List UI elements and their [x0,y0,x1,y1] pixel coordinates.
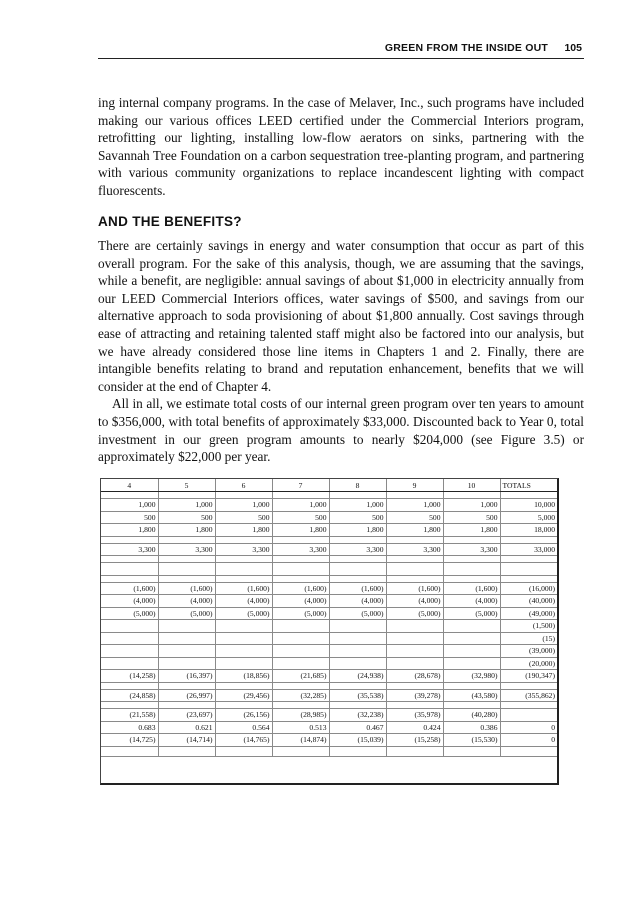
table-cell: 1,000 [329,499,386,512]
table-cell: (5,000) [272,607,329,620]
section-heading: AND THE BENEFITS? [98,214,242,229]
table-cell [158,682,215,689]
table-cell: (1,600) [215,582,272,595]
running-head [98,42,584,58]
table-cell [500,556,557,563]
table-row [101,543,557,556]
table-cell [101,620,158,633]
table-spacer-row [101,492,557,499]
table-cell [329,746,386,756]
table-row [101,620,557,633]
table-cell: (26,156) [215,709,272,722]
table-cell: 0 [500,721,557,734]
table-cell [158,575,215,582]
header-cell: 5 [158,479,215,492]
table-cell: 3,300 [329,543,386,556]
table-cell: 1,000 [215,499,272,512]
table-cell [215,657,272,670]
header-cell: 7 [272,479,329,492]
table-cell: 1,000 [272,499,329,512]
table-cell: (28,985) [272,709,329,722]
table-cell: 1,000 [386,499,443,512]
table-spacer-row [101,575,557,582]
table-cell [443,682,500,689]
table-cell [329,536,386,543]
table-cell: (190,347) [500,670,557,683]
table-cell: 0.621 [158,721,215,734]
table-body [101,479,557,756]
table-cell: (1,600) [443,582,500,595]
table-cell: (4,000) [386,595,443,608]
table-row [101,657,557,670]
table-cell [443,556,500,563]
table-cell [272,492,329,499]
header-cell: 8 [329,479,386,492]
table-cell [329,657,386,670]
table-cell [329,556,386,563]
paragraph-1-text: ing internal company programs. In the case of Melaver, Inc., such programs have included making our various offices LEED certified under the Commercial Interiors program, retrofitting our lighting, installing low-flow aerators on sinks, partnering with the Savannah Tree Foundation on a carbon sequestration tree-planting program, and partnering with various community organizations to replace incandescent lighting with compact fluorescents. [98,95,584,198]
table-row [101,709,557,722]
table-row [101,734,557,747]
table-cell [500,536,557,543]
table-cell: 500 [158,511,215,524]
table-cell: (29,456) [215,689,272,702]
table-cell: (4,000) [329,595,386,608]
table-cell [500,702,557,709]
table-cell [386,657,443,670]
table-cell: (21,685) [272,670,329,683]
table-cell [443,575,500,582]
table-cell: (35,978) [386,709,443,722]
table-cell [329,620,386,633]
table-cell: (16,000) [500,582,557,595]
table-cell [272,682,329,689]
table-cell [215,556,272,563]
header-cell: 4 [101,479,158,492]
table-cell [386,632,443,645]
table-cell: (1,600) [329,582,386,595]
table-cell: (15,258) [386,734,443,747]
table-cell: 500 [215,511,272,524]
table-cell [443,702,500,709]
table-row [101,595,557,608]
table-cell [101,746,158,756]
table-cell: (4,000) [158,595,215,608]
table-cell: (14,874) [272,734,329,747]
table-cell: (32,285) [272,689,329,702]
table-cell [101,632,158,645]
table-row [101,689,557,702]
table-cell: (5,000) [158,607,215,620]
table-cell [443,746,500,756]
header-rule [98,58,584,59]
table-cell: 1,800 [158,524,215,537]
table-cell [329,682,386,689]
table-cell: 1,800 [443,524,500,537]
table-cell [329,492,386,499]
table-cell [272,536,329,543]
table-cell [329,575,386,582]
table-cell: 1,800 [329,524,386,537]
table-cell [215,645,272,658]
page-number: 105 [564,42,582,54]
table-cell: (15,530) [443,734,500,747]
table-cell [386,575,443,582]
table-cell [158,563,215,576]
paragraph-3-text: All in all, we estimate total costs of our internal green program over ten years to amount to $356,000, with total benefits of approximately $33,000. Discounted back to Year 0, total investment in our green program amounts to nearly $204,000 (see Figure 3.5) or approximately $22,000 per year. [98,396,584,465]
table-cell [101,575,158,582]
table-cell: 0.513 [272,721,329,734]
table-cell [386,492,443,499]
cost-benefit-table [101,479,557,757]
table-cell [215,682,272,689]
table-cell: (16,397) [158,670,215,683]
table-cell [215,620,272,633]
table-cell: 1,800 [272,524,329,537]
table-cell [272,657,329,670]
table-cell [215,563,272,576]
table-cell: 500 [443,511,500,524]
table-cell [500,563,557,576]
table-cell: 33,000 [500,543,557,556]
table-cell: (26,997) [158,689,215,702]
table-cell: 0.424 [386,721,443,734]
header-cell: 9 [386,479,443,492]
table-cell: 1,800 [101,524,158,537]
table-cell [272,556,329,563]
table-cell [443,632,500,645]
table-cell: (4,000) [443,595,500,608]
table-cell: 0.564 [215,721,272,734]
table-cell: (5,000) [443,607,500,620]
table-cell [443,645,500,658]
table-cell [215,492,272,499]
table-cell [215,575,272,582]
table-cell: (40,280) [443,709,500,722]
table-cell: 3,300 [215,543,272,556]
table-cell: 500 [101,511,158,524]
table-cell [215,746,272,756]
table-cell [386,536,443,543]
table-cell [158,620,215,633]
table-cell [101,536,158,543]
table-cell [101,682,158,689]
table-cell [386,746,443,756]
table-row [101,632,557,645]
table-cell: (14,765) [215,734,272,747]
table-cell [158,632,215,645]
table-cell: (21,558) [101,709,158,722]
table-cell [272,620,329,633]
table-cell: (1,600) [101,582,158,595]
table-cell: 0.683 [101,721,158,734]
paragraph-1 [98,94,584,200]
table-cell [272,563,329,576]
table-cell [215,702,272,709]
table-cell: (32,238) [329,709,386,722]
table-cell: (14,258) [101,670,158,683]
table-cell [158,746,215,756]
table-cell [101,556,158,563]
table-cell: 0 [500,734,557,747]
table-cell: 1,800 [386,524,443,537]
table-cell [386,645,443,658]
table-cell: 1,800 [215,524,272,537]
table-cell [272,746,329,756]
table-cell: (5,000) [329,607,386,620]
table-cell: (14,725) [101,734,158,747]
table-header-row [101,479,557,492]
table-cell [158,492,215,499]
table-cell: (23,697) [158,709,215,722]
table-row [101,499,557,512]
table-cell [500,575,557,582]
table-cell [500,709,557,722]
paragraph-2-block [98,237,584,466]
header-cell: 10 [443,479,500,492]
table-cell [443,536,500,543]
table-row [101,721,557,734]
table-row [101,670,557,683]
table-cell [101,657,158,670]
table-cell: (4,000) [272,595,329,608]
table-cell: (32,980) [443,670,500,683]
table-cell [329,645,386,658]
table-cell: (18,856) [215,670,272,683]
table-cell: (39,278) [386,689,443,702]
table-cell [101,702,158,709]
table-cell [500,682,557,689]
table-spacer-row [101,746,557,756]
table-row [101,645,557,658]
table-cell: 1,000 [158,499,215,512]
table-cell: 500 [329,511,386,524]
table-cell: (39,000) [500,645,557,658]
table-cell: (20,000) [500,657,557,670]
table-cell [386,556,443,563]
table-cell: 3,300 [101,543,158,556]
table-cell [101,492,158,499]
table-cell [215,632,272,645]
table-cell [386,682,443,689]
table-cell: (5,000) [215,607,272,620]
table-cell [500,492,557,499]
table-cell: 3,300 [386,543,443,556]
table-cell: (49,000) [500,607,557,620]
table-cell: 3,300 [158,543,215,556]
table-cell [329,702,386,709]
table-cell [158,556,215,563]
table-cell: (1,600) [158,582,215,595]
table-cell: (28,678) [386,670,443,683]
table-cell [386,563,443,576]
table-cell: (15) [500,632,557,645]
table-cell: 3,300 [443,543,500,556]
table-spacer-row [101,556,557,563]
table-cell [386,620,443,633]
table-cell [443,492,500,499]
financial-table [100,478,559,785]
table-cell [386,702,443,709]
table-cell [329,563,386,576]
table-cell: (35,538) [329,689,386,702]
table-cell [272,645,329,658]
table-spacer-row [101,536,557,543]
table-cell [158,536,215,543]
running-head-title: GREEN FROM THE INSIDE OUT [384,42,548,54]
table-cell: (5,000) [386,607,443,620]
table-cell: (4,000) [101,595,158,608]
table-row [101,524,557,537]
table-cell: (355,862) [500,689,557,702]
table-cell: 0.386 [443,721,500,734]
table-cell [500,746,557,756]
table-cell: (5,000) [101,607,158,620]
table-cell: (14,714) [158,734,215,747]
table-row [101,607,557,620]
table-cell [158,657,215,670]
table-cell: 1,000 [443,499,500,512]
table-cell [101,645,158,658]
table-cell [272,575,329,582]
table-spacer-row [101,682,557,689]
table-cell: (4,000) [215,595,272,608]
table-cell: 5,000 [500,511,557,524]
table-row [101,582,557,595]
table-row [101,563,557,576]
table-cell [158,702,215,709]
table-cell: 18,000 [500,524,557,537]
table-cell: (24,858) [101,689,158,702]
table-cell [329,632,386,645]
table-cell [272,702,329,709]
table-cell: 500 [272,511,329,524]
table-cell [443,563,500,576]
table-cell: (24,938) [329,670,386,683]
table-cell [443,657,500,670]
table-cell: (15,039) [329,734,386,747]
table-cell: (1,600) [386,582,443,595]
table-cell: (40,000) [500,595,557,608]
header-cell: TOTALS [500,479,557,492]
table-cell: 0.467 [329,721,386,734]
table-spacer-row [101,702,557,709]
table-row [101,511,557,524]
table-cell: (1,500) [500,620,557,633]
table-cell [101,563,158,576]
table-cell: 500 [386,511,443,524]
table-cell: 10,000 [500,499,557,512]
table-cell [215,536,272,543]
table-cell [272,632,329,645]
table-cell [158,645,215,658]
paragraph-2-text: There are certainly savings in energy and water consumption that occur as part of this overall program. For the sake of this analysis, though, we are assuming that the savings, while a benefit, are negligible: annual savings of about $1,000 in electricity annually from our LEED Commercial Interiors offices, water savings of $500, and savings from our alternative approach to soda provisioning of about $1,800 annually. Cost savings through ease of attracting and retaining talented staff might also be factored into our analysis, but we have already considered those line items in Chapters 1 and 2. Finally, there are intangible benefits relating to brand and reputation enhancement, benefits that we will consider at the end of Chapter 4. [98,238,584,394]
table-cell: 3,300 [272,543,329,556]
table-cell: 1,000 [101,499,158,512]
header-cell: 6 [215,479,272,492]
table-cell [443,620,500,633]
table-cell: (1,600) [272,582,329,595]
table-cell: (43,580) [443,689,500,702]
